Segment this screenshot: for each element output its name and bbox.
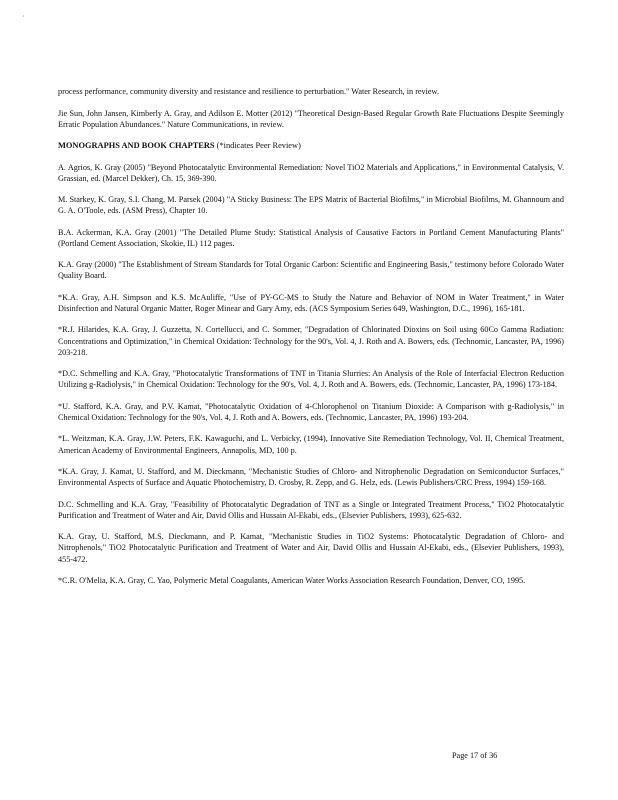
list-item: *K.A. Gray, A.H. Simpson and K.S. McAuliffe, "Use of PY-GC-MS to Study the Nature and Behavior of NOM in Water Treatment," in Water Disinfection and Natural Organic Matter, Roger Minear and Gary Amy, eds. (ACS Symposium Series 649, Washington, D.C., 1996), 165-181. xyxy=(58,292,564,314)
section-heading xyxy=(58,140,564,151)
list-item: *L. Weitzman, K.A. Gray, J.W. Peters, F.K. Kawaguchi, and L. Verbicky, (1994), Innovative Site Remediation Technology, Vol. II, Chemical Treatment, American Academy of Environmental Engineers, Annapolis, MD, 100 p. xyxy=(58,434,564,455)
continued-entry: process performance, community diversity and resistance and resilience to perturbation." Water Research, in review. xyxy=(58,87,439,96)
list-item: *K.A. Gray, J. Kamat, U. Stafford, and M. Dieckmann, "Mechanistic Studies of Chloro- and Nitrophenolic Degradation on Semiconductor Surfaces," Environmental Aspects of Surface and Aquatic Photochemistry, D. Crosby, R. Zepp, and G. Helz, eds. (Lewis Publishers/CRC Press, 1994) 159-168. xyxy=(58,467,564,488)
entry-submitted: Jie Sun, John Jansen, Kimberly A. Gray, and Adilson E. Motter (2012) "Theoretical Design-Based Regular Growth Rate Fluctuations Despite Seemingly Erratic Population Abundances." Nature Communications, in review. xyxy=(58,108,564,129)
page-number: Page 17 of 36 xyxy=(452,751,498,760)
section-title: MONOGRAPHS AND BOOK CHAPTERS xyxy=(58,141,215,151)
section-note: (*indicates Peer Review) xyxy=(216,141,301,151)
list-item: K.A. Gray (2000) "The Establishment of Stream Standards for Total Organic Carbon: Scientific and Engineering Basis," testimony before Colorado Water Quality Board. xyxy=(58,260,564,281)
list-item: B.A. Ackerman, K.A. Gray (2001) "The Detailed Plume Study: Statistical Analysis of Causative Factors in Portland Cement Manufacturing Plants" (Portland Cement Association, Skokie, IL) 112 pages. xyxy=(58,227,564,248)
list-item: M. Starkey, K. Gray, S.I. Chang, M. Parsek (2004) "A Sticky Business: The EPS Matrix of Bacterial Biofilms," in Microbial Biofilms, M. Ghannoum and G. A. O'Toole, eds. (ASM Press), Chapter 10. xyxy=(58,195,564,216)
list-item: *R.J. Hilarides, K.A. Gray, J. Guzzetta, N. Cortellucci, and C. Sommer, "Degradation of Chlorinated Dioxins on Soil using 60Co Gamma Radiation: Concentrations and Optimization," in Chemical Oxidation: Technology for the 90's, Vol. 4, J. Roth and A. Bowers, eds. (Technomic, Lancaster, PA, 1996) 203-218. xyxy=(58,325,564,357)
list-item: *D.C. Schmelling and K.A. Gray, "Photocatalytic Transformations of TNT in Titania Slurries: An Analysis of the Role of Interfacial Electron Reduction Utilizing g-Radiolysis," in Chemical Oxidation: Technology for the 90's, Vol. 4, J. Roth and A. Bowers, eds. (Technomic, Lancaster, PA, 1996) 173-184. xyxy=(58,369,564,390)
list-item: A. Agrios, K. Gray (2005) "Beyond Photocatalytic Environmental Remediation: Novel TiO2 Materials and Applications," in Environmental Catalysis, V. Grassian, ed. (Marcel Dekker), Ch. 15, 369-390. xyxy=(58,162,564,183)
entry-list xyxy=(58,162,564,587)
page-body xyxy=(58,86,564,596)
list-item: K.A. Gray, U. Stafford, M.S. Dieckmann, and P. Kamat, "Mechanistic Studies in TiO2 Systems: Photocatalytic Degradation of Chloro- and Nitrophenols," TiO2 Photocatalytic Purification and Treatment of Water and Air, David Ollis and Hussain Al-Ekabi, eds., (Elsevier Publishers, 1993), 455-472. xyxy=(58,532,564,564)
list-item: *U. Stafford, K.A. Gray, and P.V. Kamat, "Photocatalytic Oxidation of 4-Chlorophenol on Titanium Dioxide: A Comparison with g-Radiolysis," in Chemical Oxidation: Technology for the 90's, Vol. 4, J. Roth and A. Bowers, eds. (Technomic, Lancaster, PA, 1996) 193-204. xyxy=(58,401,564,423)
list-item: D.C. Schmelling and K.A. Gray, "Feasibility of Photocatalytic Degradation of TNT as a Single or Integrated Treatment Process," TiO2 Photocatalytic Purification and Treatment of Water and Air, David Ollis and Hussain Al-Ekabi, eds., (Elsevier Publishers, 1993), 625-632. xyxy=(58,499,564,520)
list-item: *C.R. O'Melia, K.A. Gray, C. Yao, Polymeric Metal Coagulants, American Water Works Association Research Foundation, Denver, CO, 1995. xyxy=(58,576,526,586)
scan-mark: · xyxy=(22,12,25,21)
